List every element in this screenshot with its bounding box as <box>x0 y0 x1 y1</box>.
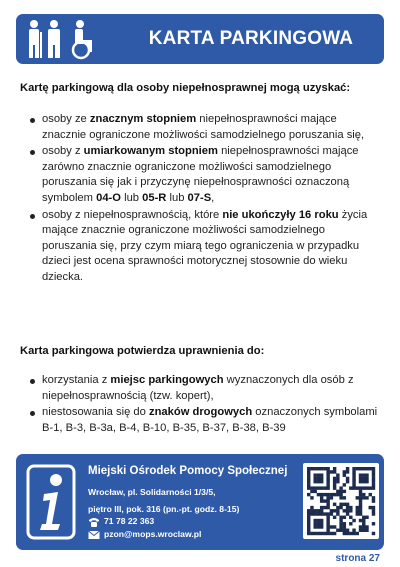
info-icon <box>26 464 76 540</box>
header-banner <box>16 14 384 64</box>
list-item: osoby ze znacznym stopniem niepełnosprawności mające znacznie ograniczone możliwości samodzielnego poruszania się, <box>42 112 382 143</box>
list-item: osoby z niepełnosprawnością, które nie ukończyły 16 roku życia mające znacznie ograniczone możliwości samodzielnego poruszania się, przy czym miarą tego ograniczenia w przypadku dzieci jest ocena sprawności motorycznej stosownie do wieku dziecka. <box>42 208 382 286</box>
page-number: strona 27 <box>335 553 380 564</box>
phone-number[interactable]: 71 78 22 363 <box>104 516 155 526</box>
qr-code[interactable] <box>303 463 379 539</box>
address-line-1: Wrocław, pl. Solidarności 1/3/5, <box>88 487 216 497</box>
org-name: Miejski Ośrodek Pomocy Społecznej <box>88 465 288 477</box>
eligibility-list <box>20 112 382 287</box>
email-link[interactable]: pzon@mops.wroclaw.pl <box>104 529 202 539</box>
rights-heading: Karta parkingowa potwierdza uprawnienia do: <box>20 345 265 357</box>
address-line-2: piętro III, pok. 316 (pn.-pt. godz. 8-15) <box>88 504 240 514</box>
list-item: korzystania z miejsc parkingowych wyznaczonych dla osób z niepełnosprawnością (tzw. kopert), <box>42 373 382 404</box>
contact-footer <box>16 454 384 550</box>
rights-list <box>20 373 382 437</box>
mail-icon <box>88 530 100 540</box>
phone-icon <box>88 517 100 527</box>
accessibility-people-icon <box>24 18 102 60</box>
list-item: niestosowania się do znaków drogowych oznaczonych symbolami B-1, B-3, B-3a, B-4, B-10, B-35, B-37, B-38, B-39 <box>42 405 382 436</box>
eligibility-heading: Kartę parkingową dla osoby niepełnosprawnej mogą uzyskać: <box>20 82 351 94</box>
list-item: osoby z umiarkowanym stopniem niepełnosprawności mające zarówno znacznie ograniczone możliwości samodzielnego poruszania się jak i przyczynę niepełnosprawności oznaczoną symbolem 04-O lub 05-R lub 07-S, <box>42 144 382 206</box>
page-title: KARTA PARKINGOWA <box>148 28 354 49</box>
